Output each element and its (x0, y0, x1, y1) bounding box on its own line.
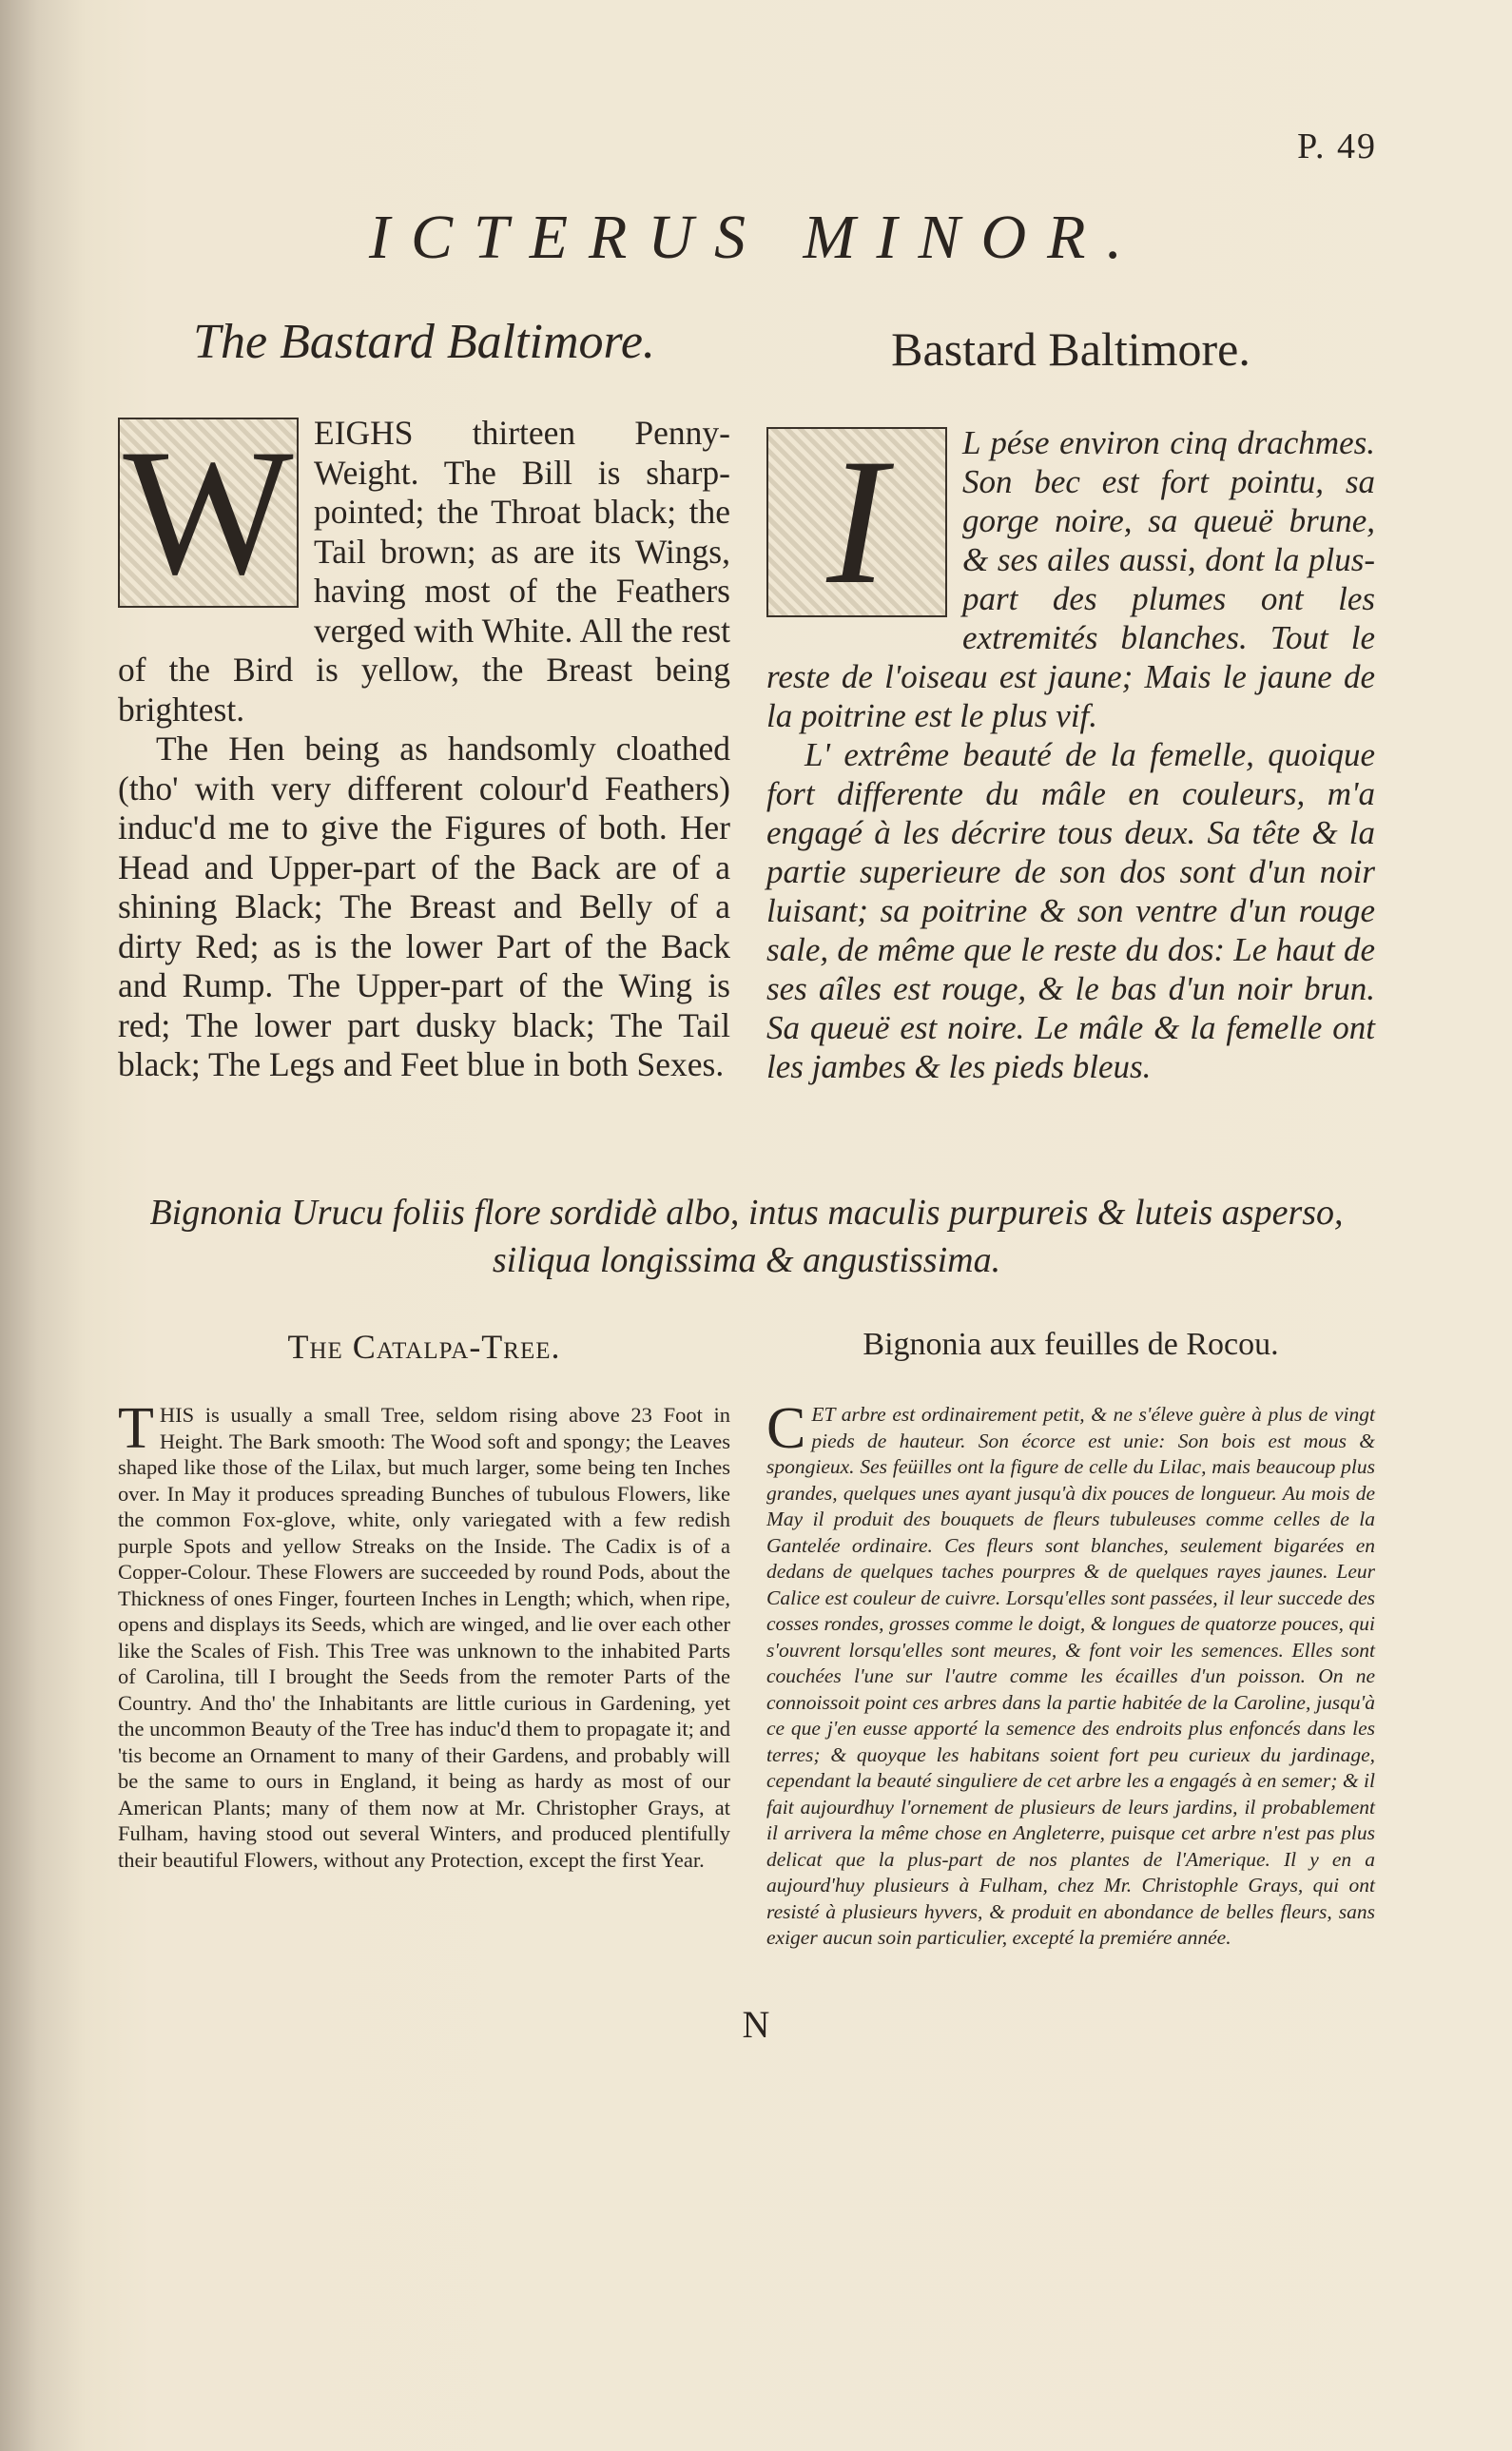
ornamental-initial-i: I (766, 427, 947, 617)
english-subtitle: The Bastard Baltimore. (193, 315, 655, 369)
catalpa-french-paragraph: ET arbre est ordinairement petit, & ne s'éleve guère à plus de vingt pieds de hauteur. Son écorce est unie: Son bois est mous & spongieux. Ses feüilles ont la figure de celle du Lilac, mais beaucoup plus grandes, quelques unes ayant jusqu'à dix pouces de longueur. Au mois de May il produit des bouquets de fleurs tubuleuses comme celles de la Gantelée ordinaire. Ces fleurs sont blanches, seulement bigarées en dedans de quelques taches pourpres & de quelques rayes jaunes. Leur Calice est couleur de cuivre. Lorsqu'elles sont passées, il leur succede des cosses rondes, grosses comme le doigt, & longues de quatorze pouces, qui s'ouvrent lorsqu'elles sont meures, & font voir les semences. Elles sont couchées l'une sur l'autre comme les écailles d'un poisson. On ne connoissoit point ces arbres dans la partie habitée de la Caroline, jusqu'à ce que j'en eusse apporté la semence des endroits plus enfoncés dans les terres; & quoyque les habitans soient fort peu curieux du jardinage, cependant la beauté singuliere de cet arbre les a engagés à en semer; & il fait aujourdhuy l'ornement de plusieurs de leurs jardins, il probablement il arrivera la même chose en Angleterre, puisque cet arbre n'est pas plus delicat que la plus-part de nos plantes de l'Amerique. Il y en a aujourd'huy plusieurs à Fulham, chez Mr. Christophle Grays, qui ont resisté à plusieurs hyvers, & produit en abondance de belles fleurs, sans exiger aucun soin particulier, excepté la premiére année. (766, 1403, 1375, 1949)
ornamental-initial-w: W (118, 418, 299, 608)
english-paragraph-2: The Hen being as handsomly cloathed (tho' with very different colour'd Feathers) induc'd me to give the Figures of both. Her Head and Upper-part of the Back are of a shining Black; The Breast and Belly of a dirty Red; as is the lower Part of the Back and Rump. The Upper-part of the Wing is red; The lower part dusky black; The Tail black; The Legs and Feet blue in both Sexes. (118, 729, 730, 1083)
latin-plant-heading: Bignonia Urucu foliis flore sordidè albo, intus maculis purpureis & luteis asperso, siliqua longissima & angustissima. (149, 1193, 1344, 1280)
catalpa-english-paragraph: HIS is usually a small Tree, seldom rising above 23 Foot in Height. The Bark smooth: The Wood soft and spongy; the Leaves shaped like those of the Lilax, but much larger, some being ten Inches over. In May it produces spreading Bunches of tubulous Flowers, like the common Fox-glove, white, only variegated with a few redish purple Spots and yellow Streaks on the Inside. The Cadix is of a Copper-Colour. These Flowers are succeeded by round Pods, about the Thickness of ones Finger, fourteen Inches in Length; which, when ripe, opens and displays its Seeds, which are winged, and lie over each other like the Scales of Fish. This Tree was unknown to the inhabited Parts of Carolina, till I brought the Seeds from the remoter Parts of the Country. And tho' the Inhabitants are little curious in Gardening, yet the uncommon Beauty of the Tree has induc'd them to propagate it; and 'tis become an Ornament to many of their Gardens, and probably will be the same to ours in England, it being as hardy as most of our American Plants; many of them now at Mr. Christopher Grays, at Fulham, having stood out several Winters, and produced plentifully their beautiful Flowers, without any Protection, except the first Year. (118, 1403, 730, 1872)
initial-t: T (118, 1396, 154, 1461)
french-paragraph-1: L pése environ cinq drachmes. Son bec est fort pointu, sa gorge noire, sa queuë brune, & ses ailes aussi, dont la plus-part des plumes ont les extremités blanches. Tout le reste de l'oiseau est jaune; Mais le jaune de la poitrine est le plus vif. (766, 424, 1375, 734)
french-paragraph-2: L' extrême beauté de la femelle, quoique fort differente du mâle en couleurs, m'a engagé à les décrire tous deux. Sa tête & la partie superieure de son dos sont d'un noir luisant; sa poitrine & son ventre d'un rouge sale, de même que le reste du dos: Le haut de ses aîles est rouge, & le bas d'un noir brun. Sa queuë est noire. Le mâle & la femelle ont les jambes & les pieds bleus. (766, 736, 1375, 1085)
french-subtitle: Bastard Baltimore. (891, 322, 1250, 376)
page-title: ICTERUS MINOR. (369, 203, 1143, 272)
english-description (118, 414, 730, 1085)
initial-c: C (766, 1396, 806, 1461)
catalpa-french-text (766, 1396, 1375, 1952)
page-number: P. 49 (1297, 126, 1377, 166)
french-description (766, 423, 1375, 1086)
signature-mark: N (742, 2003, 770, 2046)
english-paragraph-1: EIGHS thirteen Penny-Weight. The Bill is sharp-pointed; the Throat black; the Tail brown; as are its Wings, having most of the Feathers verged with White. All the rest of the Bird is yellow, the Breast being brightest. (118, 414, 730, 729)
catalpa-subtitle: The Catalpa-Tree. (287, 1328, 561, 1366)
bignonia-subtitle: Bignonia aux feuilles de Rocou. (863, 1327, 1279, 1362)
catalpa-english-text (118, 1396, 730, 1873)
